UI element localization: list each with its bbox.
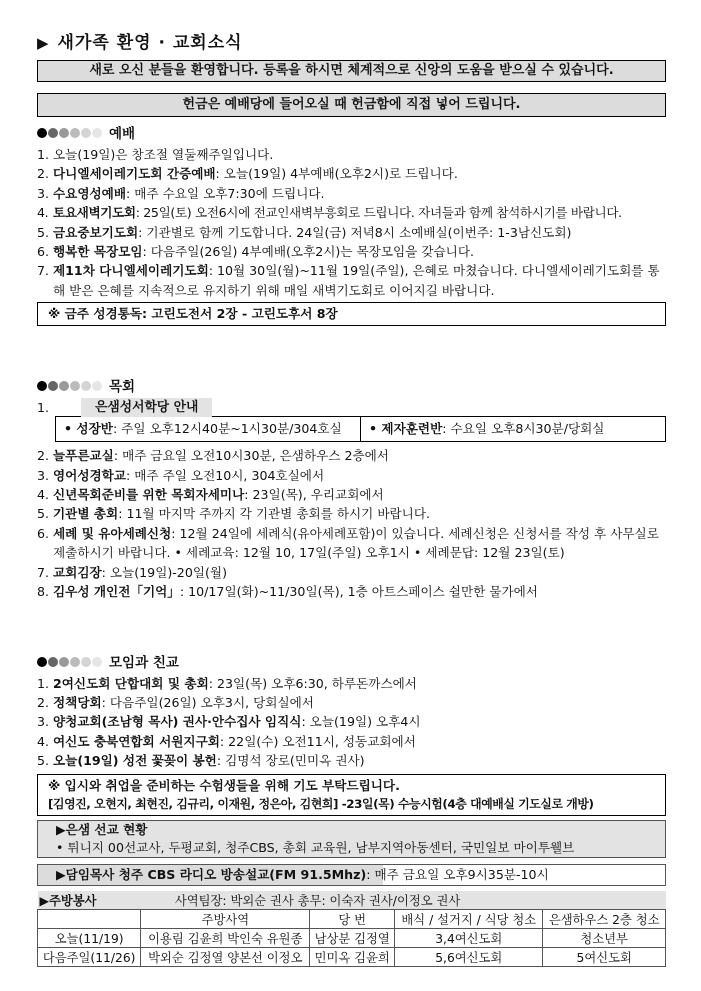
list-item: 2. 다니엘세이레기도회 간증예배: 오늘(19일) 4부예배(오후2시)로 드립니다. xyxy=(37,166,458,182)
mission-box: ▶은샘 선교 현황 • 튀니지 00선교사, 두평교회, 청주CBS, 총회 교육원, 남부지역아동센터, 국민일보 마이투웰브 xyxy=(37,820,666,858)
list-item: 3. 양청교회(조남형 목사) 권사·안수집사 임직식: 오늘(19일) 오후4시 xyxy=(37,714,421,730)
gathering-list xyxy=(37,674,666,771)
table-row: 다음주일(11/26) 박외순 김정열 양본선 이정오 민미옥 김윤희 5,6여신도회 5여신도회 xyxy=(38,948,666,967)
list-item: 4. 여신도 충북연합회 서원지구회: 22일(수) 오전11시, 성동교회에서 xyxy=(37,733,416,749)
list-item: 6. 행복한 목장모임: 다음주일(26일) 4부예배(오후2시)는 목장모임을 갖습니다. xyxy=(37,244,474,260)
table-row: 주방사역 당 번 배식 / 설거지 / 식당 청소 은샘하우스 2층 청소 xyxy=(38,910,666,929)
worship-list xyxy=(37,145,666,300)
section-heading-gathering: 모임과 친교 xyxy=(37,652,666,674)
table-row: 오늘(11/19) 이용림 김윤희 박인숙 유원종 남상분 김정열 3,4여신도회 청소년부 xyxy=(38,929,666,948)
list-item: 7. 교회김장: 오늘(19일)-20일(월) xyxy=(37,564,227,580)
duty-heading: ▶주방봉사 xyxy=(38,891,141,910)
list-item: 5. 금요중보기도회: 기관별로 함께 기도합니다. 24일(금) 저녁8시 소예배실(이번주: 1-3남신도회) xyxy=(37,224,572,240)
list-item: 6. 세례 및 유아세례신청: 12월 24일에 세례식(유아세례포함)이 있습니다. 세례신청은 신청서를 작성 후 사무실로 제출하시기 바랍니다. • 세례교육: 12월 10, 17일(주일) 오후1시 • 세례문답: 12월 23일(토) xyxy=(37,525,659,561)
dots-icon xyxy=(37,652,103,674)
list-item: 5. 오늘(19일) 성전 꽃꽂이 봉헌: 김명석 장로(민미옥 권사) xyxy=(37,753,365,769)
triangle-right-icon: ▶ xyxy=(37,34,50,52)
kitchen-duty-table xyxy=(37,891,666,968)
bible-reading-note: ※ 금주 성경통독: 고린도전서 2장 - 고린도후서 8장 xyxy=(37,302,666,326)
offering-box: 헌금은 예배당에 들어오실 때 헌금함에 직접 넣어 드립니다. xyxy=(37,93,666,117)
list-item: 8. 김우성 개인전「기억」: 10/17일(화)~11/30일(목), 1층 아트스페이스 쉴만한 물가에서 xyxy=(37,584,538,600)
list-item: 2. 정책당회: 다음주일(26일) 오후3시, 당회실에서 xyxy=(37,694,314,710)
dots-icon xyxy=(37,376,103,398)
prayer-request-box: ※ 입시와 취업을 준비하는 수험생들을 위해 기도 부탁드립니다. [김영진, 오현지, 최현진, 김규리, 이재원, 정은아, 김현희] -23일(목) 수능시험(4층 대예배실 기도실로 개방) xyxy=(37,774,666,816)
list-item: 4. 토요새벽기도회: 25일(토) 오전6시에 전교인새벽부흥회로 드립니다. 자녀들과 함께 참석하시기를 바랍니다. xyxy=(37,205,622,221)
school-box xyxy=(55,416,666,442)
school-info: 1. • 성장반: 주일 오후12시40분~1시30분/304호실 • 제자훈련반: 수요일 오후8시30분/당회실 은샘성서학당 안내 xyxy=(37,398,666,446)
list-item: 1. 오늘(19일)은 창조절 열둘째주일입니다. xyxy=(37,147,274,162)
section-heading-worship: 예배 xyxy=(37,123,666,145)
section-heading-pastoral: 목회 xyxy=(37,376,666,398)
page-title: ▶ 새가족 환영 · 교회소식 xyxy=(37,33,243,53)
list-item: 1. 2여신도회 단합대회 및 총회: 23일(목) 오후6:30, 하루돈까스에서 xyxy=(37,675,417,691)
list-item: 7. 제11차 다니엘세이레기도회: 10월 30일(월)~11월 19일(주일), 은혜로 마쳤습니다. 다니엘세이레기도회를 통해 받은 은혜를 지속적으로 유지하기 위해 매일 새벽기도회로 이어지길 바랍니다. xyxy=(37,263,660,298)
school-title: 은샘성서학당 안내 xyxy=(81,398,212,417)
radio-broadcast-box: ▶담임목사 청주 CBS 라디오 방송설교(FM 91.5Mhz): 매주 금요일 오후9시35분-10시 xyxy=(37,864,666,886)
school-left-cell: • 성장반: 주일 오후12시40분~1시30분/304호실 xyxy=(64,421,342,437)
list-item: 3. 영어성경학교: 매주 주일 오전10시, 304호실에서 xyxy=(37,467,325,483)
list-item: 5. 기관별 총회: 11월 마지막 주까지 각 기관별 총회를 하시기 바랍니다. xyxy=(37,506,430,522)
pastoral-list xyxy=(37,446,666,601)
welcome-box: 새로 오신 분들을 환영합니다. 등록을 하시면 체계적으로 신앙의 도움을 받으실 수 있습니다. xyxy=(37,60,666,82)
school-right-cell: • 제자훈련반: 수요일 오후8시30분/당회실 xyxy=(360,417,665,441)
list-item: 4. 신년목회준비를 위한 목회자세미나: 23일(목), 우리교회에서 xyxy=(37,487,384,503)
list-item: 2. 늘푸른교실: 매주 금요일 오전10시30분, 은샘하우스 2층에서 xyxy=(37,448,389,464)
table-header-bar xyxy=(38,891,666,910)
list-item: 3. 수요영성예배: 매주 수요일 오후7:30에 드립니다. xyxy=(37,185,325,201)
duty-leaders: 사역팀장: 박외순 권사 총무: 이숙자 권사/이정오 권사 xyxy=(141,891,666,910)
dots-icon xyxy=(37,123,103,145)
